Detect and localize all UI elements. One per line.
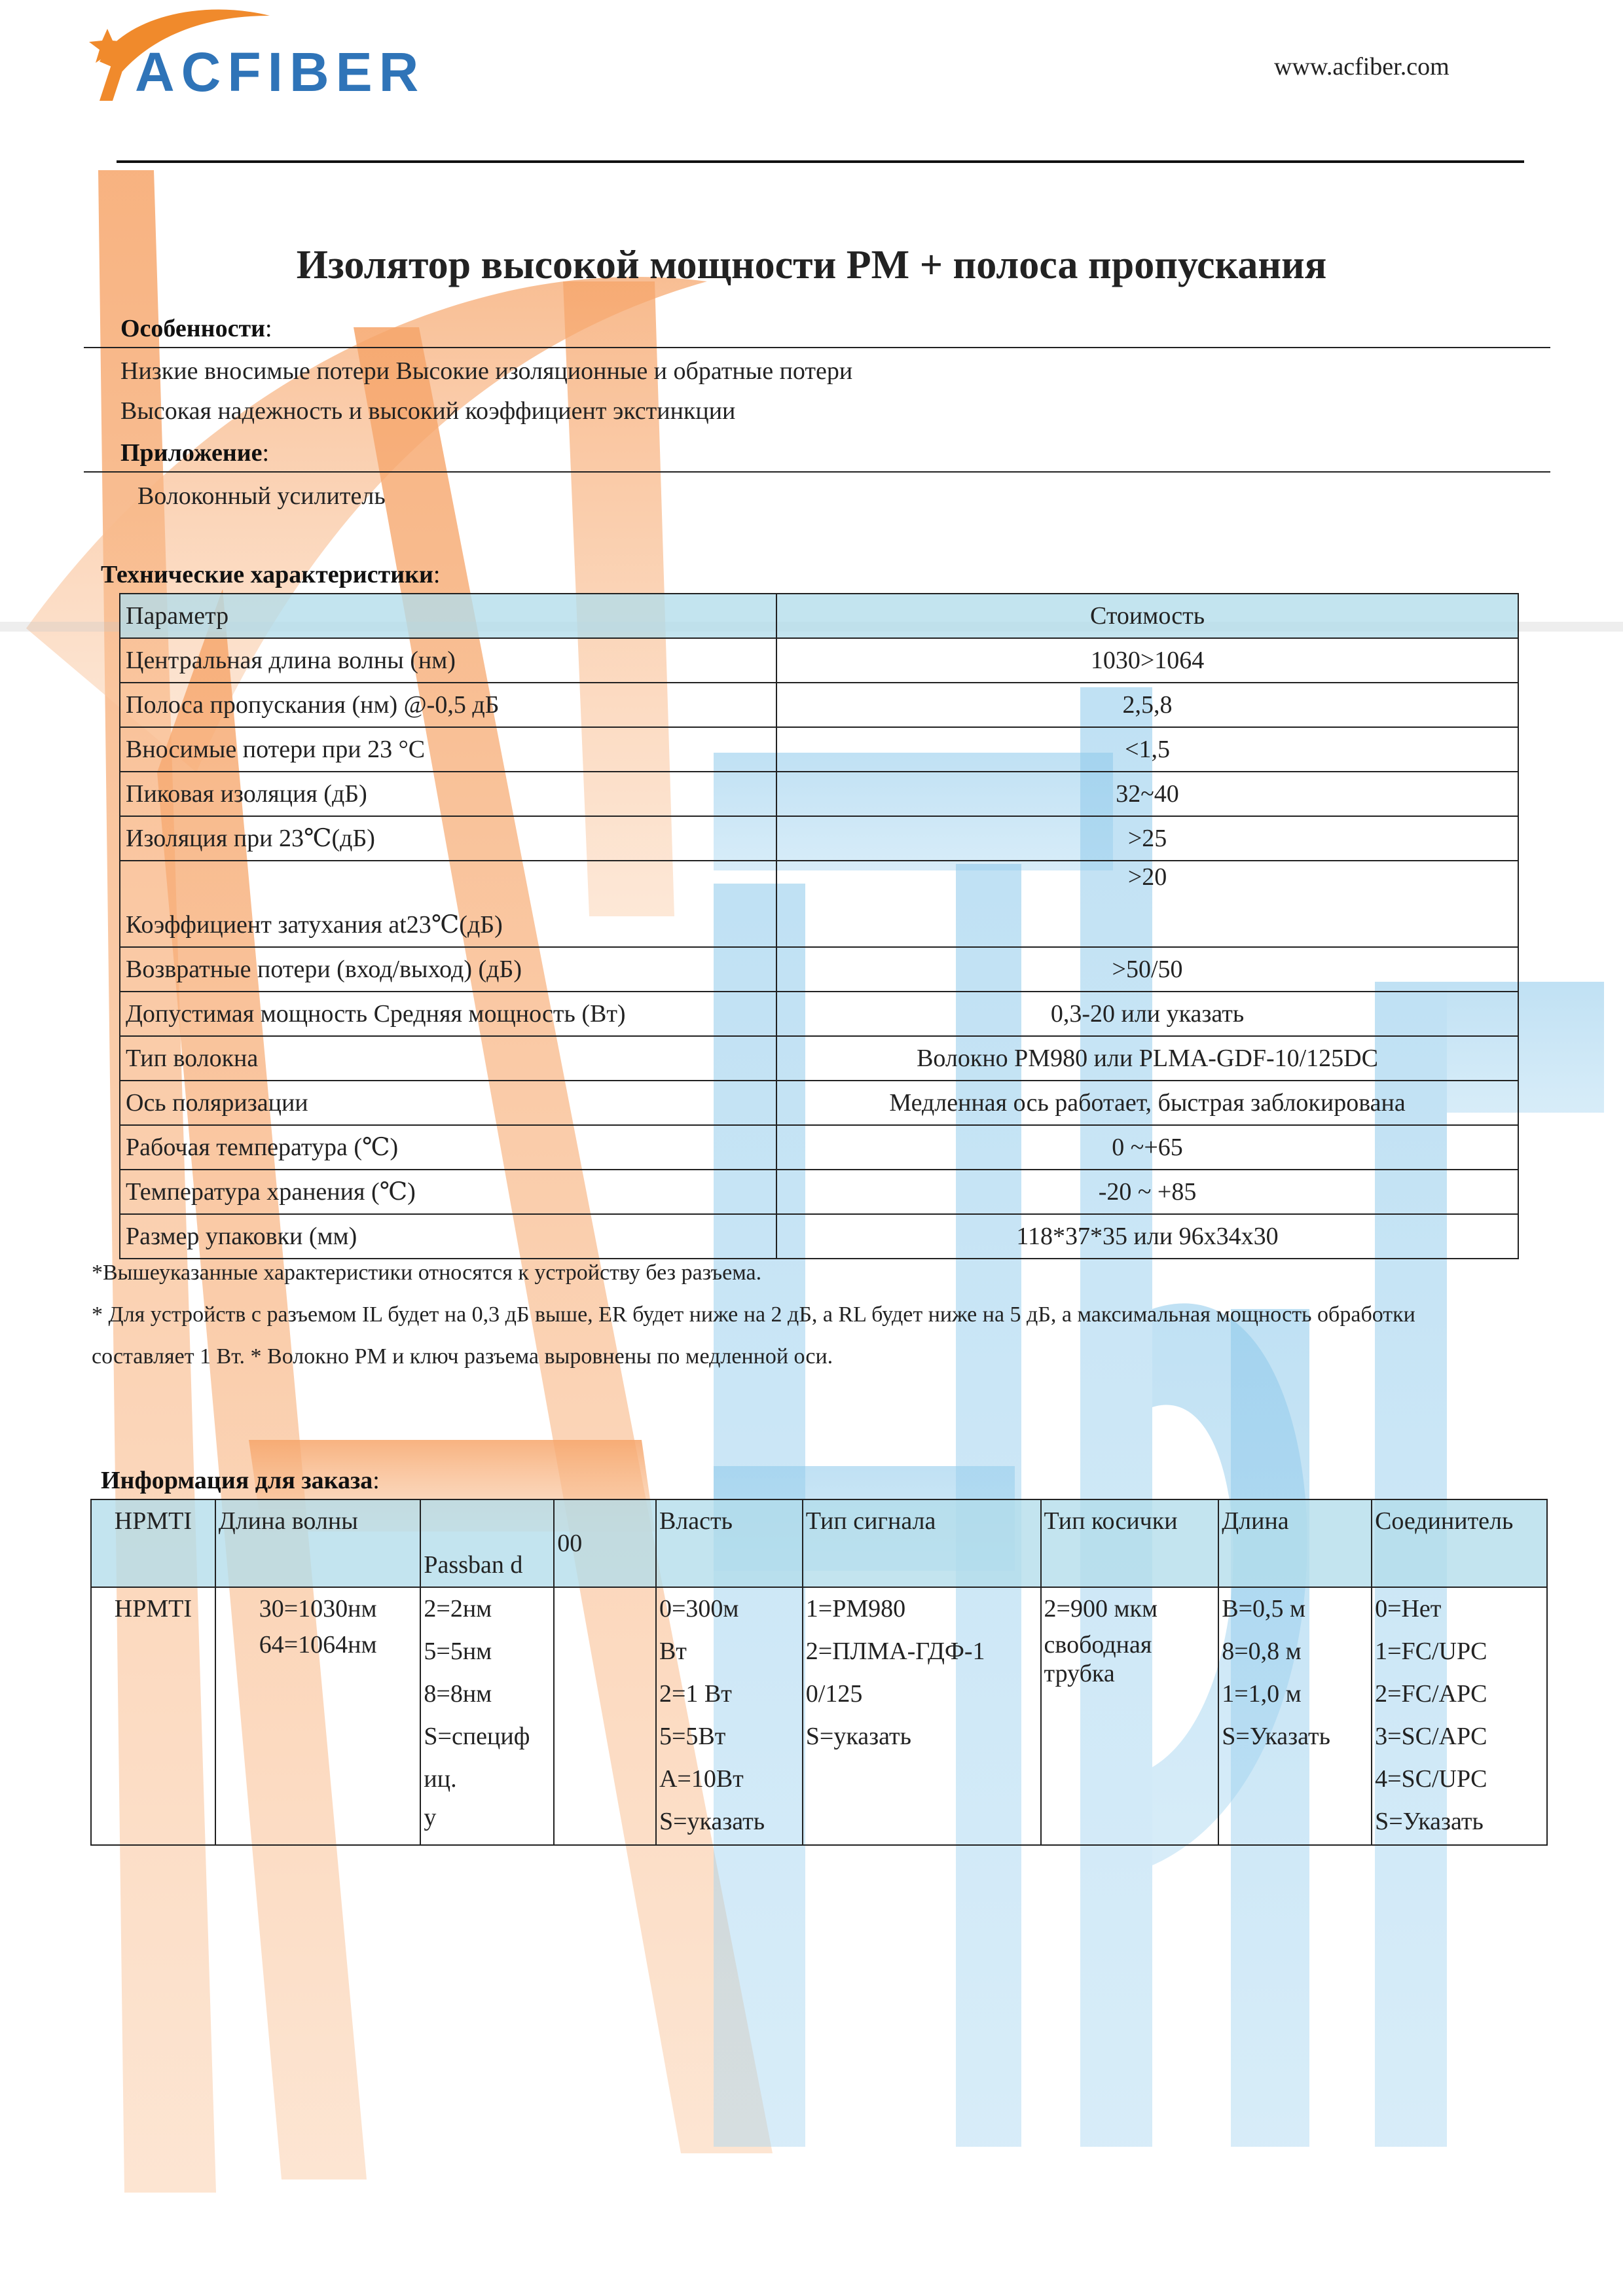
order-header-cell: HPMTI [91,1499,215,1587]
spec-param: Температура хранения (℃) [120,1170,776,1214]
order-cell-00 [554,1587,656,1845]
header-divider [117,160,1524,163]
spec-row [120,861,1518,947]
order-option: 5=5Вт [659,1723,726,1750]
spec-param: Полоса пропускания (нм) @-0,5 дБ [120,683,776,727]
spec-value: 0,3-20 или указать [776,992,1518,1036]
spec-value: Волокно PM980 или PLMA-GDF-10/125DC [776,1036,1518,1081]
spec-value: 2,5,8 [776,683,1518,727]
order-header-cell: Passban d [420,1499,554,1587]
spec-value: 1030>1064 [776,638,1518,683]
order-option: иц. [424,1765,457,1793]
order-cell-passband [420,1587,554,1845]
order-option: S=указать [659,1808,765,1835]
spec-row [120,816,1518,861]
order-option: 3=SC/APC [1375,1723,1487,1750]
spec-value: -20 ~ +85 [776,1170,1518,1214]
order-header-cell: Длина [1218,1499,1372,1587]
spec-param: Центральная длина волны (нм) [120,638,776,683]
order-option: 64=1064нм [259,1631,377,1659]
order-option: S=специф [424,1723,530,1750]
order-option: Вт [659,1638,687,1665]
spec-note: *Вышеуказанные характеристики относятся к устройству без разъема. [92,1261,762,1285]
spec-row [120,683,1518,727]
spec-row [120,772,1518,816]
spec-value: 118*37*35 или 96x34x30 [776,1214,1518,1259]
order-header-row [91,1499,1547,1587]
order-option: S=Указать [1375,1808,1484,1835]
page-title: Изолятор высокой мощности PM + полоса пропускания [296,243,1327,287]
order-header-cell: Длина волны [215,1499,421,1587]
order-option: 1=PM980 [805,1595,906,1623]
spec-header-value: Стоимость [776,594,1518,638]
order-cell-pigtail [1041,1587,1219,1845]
order-option: 1=FC/UPC [1375,1638,1487,1665]
spec-param: Возвратные потери (вход/выход) (дБ) [120,947,776,992]
spec-row [120,1170,1518,1214]
order-table [90,1499,1548,1846]
order-option: A=10Вт [659,1765,744,1793]
order-option: B=0,5 м [1222,1595,1306,1623]
spec-value: >20 [776,861,1518,947]
order-option: 5=5нм [424,1638,492,1665]
spec-row [120,1036,1518,1081]
order-cell-model [91,1587,215,1845]
feature-line: Высокая надежность и высокий коэффициент экстинкции [120,397,736,425]
features-divider [84,347,1550,348]
order-header-cell: Власть [656,1499,803,1587]
spec-value: Медленная ось работает, быстрая заблокирована [776,1081,1518,1125]
spec-value: >50/50 [776,947,1518,992]
ordering-heading: Информация для заказа: [101,1467,380,1494]
order-cell-wavelength [215,1587,421,1845]
order-option: 2=ПЛМА-ГДФ-1 [805,1638,985,1665]
order-header-cell: Тип сигнала [803,1499,1041,1587]
order-cell-signal [803,1587,1041,1845]
spec-row [120,1081,1518,1125]
spec-param: Рабочая температура (℃) [120,1125,776,1170]
spec-row [120,947,1518,992]
order-option: 8=0,8 м [1222,1638,1302,1665]
spec-param: Изоляция при 23℃(дБ) [120,816,776,861]
order-header-cell: Соединитель [1372,1499,1547,1587]
order-option: S=указать [805,1723,911,1750]
spec-value: 32~40 [776,772,1518,816]
order-cell-connector [1372,1587,1547,1845]
spec-table [119,593,1519,1259]
spec-header-param: Параметр [120,594,776,638]
spec-value: >25 [776,816,1518,861]
spec-row [120,1125,1518,1170]
spec-param: Размер упаковки (мм) [120,1214,776,1259]
order-option: 30=1030нм [259,1595,377,1623]
spec-param: Ось поляризации [120,1081,776,1125]
order-option: 0=Нет [1375,1595,1442,1623]
site-url[interactable]: www.acfiber.com [1274,53,1450,81]
spec-note: * Для устройств с разъемом IL будет на 0,3 дБ выше, ER будет ниже на 2 дБ, а RL будет ниже на 5 дБ, а максимальная мощность обработки [92,1302,1415,1327]
application-divider [84,471,1550,473]
spec-row [120,727,1518,772]
order-option: свободная [1044,1631,1152,1659]
order-option: 2=FC/APC [1375,1680,1487,1708]
spec-param: Коэффициент затухания at23℃(дБ) [120,861,776,947]
spec-param: Тип волокна [120,1036,776,1081]
order-option: у [424,1804,437,1831]
order-option: трубка [1044,1660,1115,1687]
spec-header-row [120,594,1518,638]
spec-row [120,992,1518,1036]
order-option: S=Указать [1222,1723,1330,1750]
order-option: 2=2нм [424,1595,492,1623]
order-cell-power [656,1587,803,1845]
features-heading: Особенности: [120,315,272,342]
order-option: 1=1,0 м [1222,1680,1302,1708]
spec-param: Вносимые потери при 23 °С [120,727,776,772]
feature-line: Низкие вносимые потери Высокие изоляционные и обратные потери [120,357,853,385]
spec-param: Допустимая мощность Средняя мощность (Вт) [120,992,776,1036]
order-option: 2=900 мкм [1044,1595,1158,1623]
spec-row [120,1214,1518,1259]
application-line: Волоконный усилитель [137,482,386,510]
spec-note: составляет 1 Вт. * Волокно PM и ключ разъема выровнены по медленной оси. [92,1344,833,1369]
order-body-row [91,1587,1547,1845]
spec-param: Пиковая изоляция (дБ) [120,772,776,816]
brand-wordmark: ACFIBER [135,41,426,103]
order-option: 4=SC/UPC [1375,1765,1487,1793]
order-cell-length [1218,1587,1372,1845]
spec-row [120,638,1518,683]
specs-heading: Технические характеристики: [101,561,441,588]
order-option: 8=8нм [424,1680,492,1708]
order-option: 0/125 [805,1680,863,1708]
order-header-cell: Тип косички [1041,1499,1219,1587]
application-heading: Приложение: [120,439,270,467]
order-option: 0=300м [659,1595,739,1623]
spec-value: <1,5 [776,727,1518,772]
order-header-cell: 00 [554,1499,656,1587]
spec-value: 0 ~+65 [776,1125,1518,1170]
order-option: HPMTI [114,1595,192,1623]
order-option: 2=1 Вт [659,1680,732,1708]
